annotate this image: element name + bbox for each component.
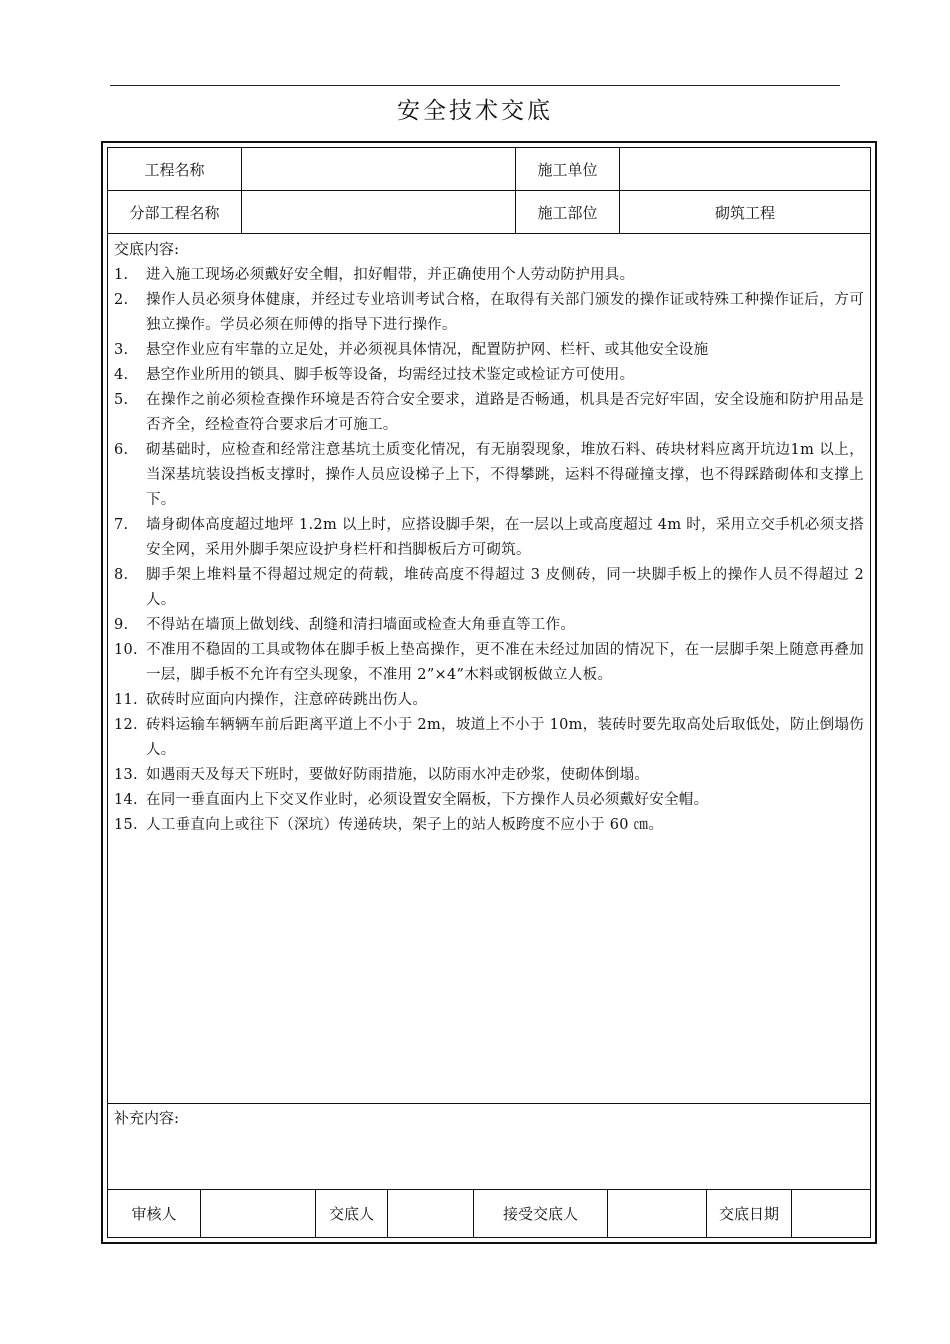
list-item-number: 2.	[114, 292, 129, 308]
list-item-number: 4.	[114, 367, 129, 383]
list-item-number: 9.	[114, 617, 129, 633]
list-item-text: 脚手架上堆料量不得超过规定的荷载，堆砖高度不得超过 3 皮侧砖，同一块脚手板上的操作人员不得超过 2 人。	[146, 567, 864, 608]
list-item-number: 14.	[114, 792, 138, 808]
project-name-field[interactable]	[242, 148, 516, 190]
list-item	[114, 788, 864, 813]
content-list	[114, 263, 864, 838]
list-item	[114, 438, 864, 513]
contractor-label: 施工单位	[516, 148, 620, 190]
list-item	[114, 388, 864, 438]
list-item-number: 10.	[114, 642, 138, 658]
location-field[interactable]: 砌筑工程	[714, 203, 775, 222]
page-title: 安全技术交底	[397, 98, 553, 124]
project-row	[108, 148, 870, 191]
list-item-text: 不准用不稳固的工具或物体在脚手板上垫高操作，更不准在未经过加固的情况下，在一层脚手架上随意再叠加一层，脚手板不允许有空头现象，不准用 2”×4”木料或钢板做立人板。	[146, 642, 864, 683]
contractor-field[interactable]	[620, 148, 870, 190]
list-item-text: 在操作之前必须检查操作环境是否符合安全要求，道路是否畅通，机具是否完好牢固，安全设施和防护用品是否齐全，经检查符合要求后才可施工。	[146, 392, 864, 433]
list-item	[114, 813, 864, 838]
list-item	[114, 288, 864, 338]
list-item-text: 砌基础时，应检查和经常注意基坑土质变化情况，有无崩裂现象，堆放石料、砖块材料应离开坑边1m 以上，当深基坑装设挡板支撑时，操作人员应设梯子上下，不得攀跳，运料不得碰撞支撑，也不得踩踏砌体和支撑上下。	[146, 442, 864, 508]
list-item-number: 5.	[114, 392, 129, 408]
list-item-text: 悬空作业所用的锁具、脚手板等设备，均需经过技术鉴定或检证方可使用。	[146, 367, 635, 383]
date-label: 交底日期	[707, 1189, 792, 1237]
list-item-text: 如遇雨天及每天下班时，要做好防雨措施，以防雨水冲走砂浆，使砌体倒塌。	[146, 767, 650, 783]
receiver-label: 接受交底人	[474, 1189, 608, 1237]
reviewer-field[interactable]	[201, 1189, 316, 1237]
list-item	[114, 763, 864, 788]
disclosure-form	[101, 141, 877, 1244]
form-inner-border	[107, 147, 871, 1238]
list-item-number: 11.	[114, 692, 138, 708]
list-item-number: 8.	[114, 567, 129, 583]
date-field[interactable]	[792, 1189, 870, 1237]
list-item	[114, 563, 864, 613]
list-item-text: 悬空作业应有牢靠的立足处，并必须视具体情况，配置防护网、栏杆、或其他安全设施	[146, 342, 709, 358]
sub-project-field[interactable]	[242, 191, 516, 233]
discloser-label: 交底人	[316, 1189, 388, 1237]
header-rule	[110, 85, 840, 86]
sub-project-row	[108, 191, 870, 234]
list-item-text: 人工垂直向上或往下（深坑）传递砖块，架子上的站人板跨度不应小于 60 ㎝。	[146, 817, 664, 833]
list-item-number: 1.	[114, 267, 129, 283]
reviewer-label: 审核人	[108, 1189, 201, 1237]
discloser-field[interactable]	[388, 1189, 474, 1237]
list-item-text: 砖料运输车辆辆车前后距离平道上不小于 2m，坡道上不小于 10m，装砖时要先取高处后取低处，防止倒塌伤人。	[146, 717, 864, 758]
list-item-text: 操作人员必须身体健康，并经过专业培训考试合格，在取得有关部门颁发的操作证或特殊工种操作证后，方可独立操作。学员必须在师傅的指导下进行操作。	[146, 292, 864, 333]
receiver-field[interactable]	[608, 1189, 707, 1237]
list-item-number: 12.	[114, 717, 138, 733]
list-item	[114, 638, 864, 688]
list-item-number: 3.	[114, 342, 129, 358]
list-item-number: 13.	[114, 767, 138, 783]
list-item-text: 在同一垂直面内上下交叉作业时，必须设置安全隔板，下方操作人员必须戴好安全帽。	[146, 792, 709, 808]
list-item-text: 不得站在墙顶上做划线、刮缝和清扫墙面或检查大角垂直等工作。	[146, 617, 576, 633]
project-name-label: 工程名称	[108, 148, 242, 190]
list-item	[114, 613, 864, 638]
signature-row	[108, 1189, 870, 1237]
list-item	[114, 688, 864, 713]
sub-project-label: 分部工程名称	[108, 191, 242, 233]
list-item-text: 墙身砌体高度超过地坪 1.2m 以上时，应搭设脚手架，在一层以上或高度超过 4m 时，采用立交手机必须支搭安全网，采用外脚手架应设护身栏杆和挡脚板后方可砌筑。	[146, 517, 864, 558]
list-item	[114, 338, 864, 363]
list-item	[114, 513, 864, 563]
disclosure-content-section	[108, 234, 870, 1104]
list-item	[114, 263, 864, 288]
list-item-number: 6.	[114, 442, 129, 458]
content-label: 交底内容:	[114, 240, 180, 258]
location-label: 施工部位	[516, 191, 620, 233]
list-item-number: 7.	[114, 517, 129, 533]
supplement-section	[108, 1103, 870, 1190]
list-item	[114, 713, 864, 763]
list-item-text: 进入施工现场必须戴好安全帽，扣好帽带，并正确使用个人劳动防护用具。	[146, 267, 635, 283]
list-item-number: 15.	[114, 817, 138, 833]
list-item	[114, 363, 864, 388]
supplement-label: 补充内容:	[114, 1109, 180, 1127]
list-item-text: 砍砖时应面向内操作，注意碎砖跳出伤人。	[146, 692, 428, 708]
